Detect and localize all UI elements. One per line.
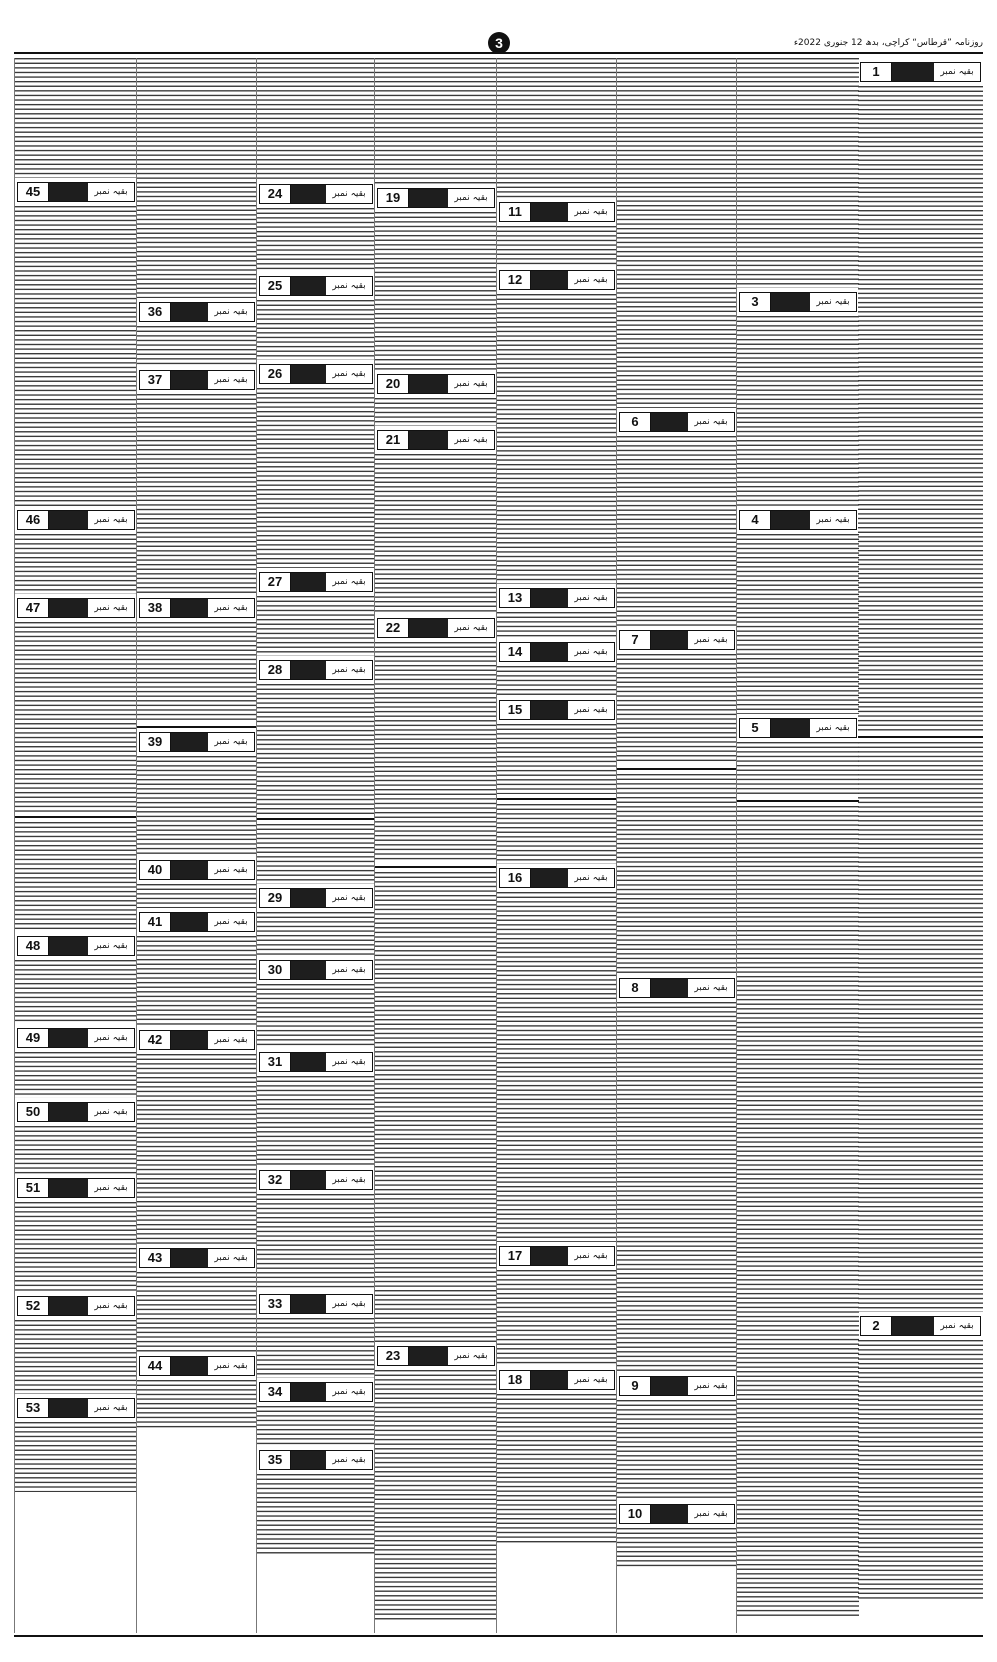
text-block: [137, 326, 257, 366]
item-number: 37: [140, 371, 171, 389]
item-header-24: [259, 184, 373, 204]
text-block: [617, 654, 737, 764]
item-label: بقیہ نمبر: [454, 622, 488, 633]
item-header-35: [259, 1450, 373, 1470]
item-number: 40: [140, 861, 171, 879]
text-block: [257, 1318, 375, 1378]
item-header-50: [17, 1102, 135, 1122]
item-label: بقیہ نمبر: [574, 704, 608, 715]
item-number: 15: [500, 701, 531, 719]
item-number: 2: [861, 1317, 892, 1335]
item-number: 14: [500, 643, 531, 661]
item-bar: [171, 1357, 208, 1375]
text-block: [257, 596, 375, 656]
item-bar: [291, 277, 326, 295]
text-block: [257, 1406, 375, 1446]
text-block: [257, 1194, 375, 1290]
text-block: [15, 206, 137, 506]
item-header-7: [619, 630, 735, 650]
item-bar: [531, 1371, 568, 1389]
text-block: [617, 774, 737, 974]
item-bar: [771, 293, 810, 311]
item-number: 24: [260, 185, 291, 203]
text-block: [137, 394, 257, 594]
item-header-6: [619, 412, 735, 432]
item-bar: [49, 937, 88, 955]
item-header-17: [499, 1246, 615, 1266]
item-label: بقیہ نمبر: [94, 1032, 128, 1043]
item-label: بقیہ نمبر: [454, 434, 488, 445]
item-bar: [291, 185, 326, 203]
column-7: [136, 58, 257, 1633]
item-number: 10: [620, 1505, 651, 1523]
item-label: بقیہ نمبر: [94, 1106, 128, 1117]
text-block: [15, 534, 137, 594]
item-header-38: [139, 598, 255, 618]
item-header-12: [499, 270, 615, 290]
text-block: [257, 58, 375, 180]
item-number: 3: [740, 293, 771, 311]
item-number: 22: [378, 619, 409, 637]
item-header-46: [17, 510, 135, 530]
divider: [15, 816, 137, 818]
item-bar: [171, 599, 208, 617]
divider: [617, 768, 737, 770]
text-block: [257, 1474, 375, 1554]
text-block: [375, 58, 497, 184]
item-label: بقیہ نمبر: [94, 940, 128, 951]
item-bar: [49, 1399, 88, 1417]
text-block: [257, 1076, 375, 1166]
item-bar: [651, 413, 688, 431]
item-number: 42: [140, 1031, 171, 1049]
item-number: 29: [260, 889, 291, 907]
text-block: [137, 756, 257, 856]
text-block: [137, 58, 257, 298]
item-number: 5: [740, 719, 771, 737]
item-bar: [651, 979, 688, 997]
item-number: 11: [500, 203, 531, 221]
text-block: [858, 742, 983, 1312]
item-bar: [531, 271, 568, 289]
text-block: [257, 984, 375, 1048]
item-bar: [409, 375, 448, 393]
column-5: [374, 58, 497, 1633]
item-header-16: [499, 868, 615, 888]
item-number: 49: [18, 1029, 49, 1047]
item-number: 7: [620, 631, 651, 649]
item-header-29: [259, 888, 373, 908]
item-label: بقیہ نمبر: [574, 592, 608, 603]
item-label: بقیہ نمبر: [332, 964, 366, 975]
item-label: بقیہ نمبر: [816, 296, 850, 307]
item-header-32: [259, 1170, 373, 1190]
item-number: 33: [260, 1295, 291, 1313]
item-bar: [409, 1347, 448, 1365]
item-header-45: [17, 182, 135, 202]
item-label: بقیہ نمبر: [214, 306, 248, 317]
item-label: بقیہ نمبر: [94, 1182, 128, 1193]
item-label: بقیہ نمبر: [694, 1380, 728, 1391]
text-block: [257, 824, 375, 884]
item-header-26: [259, 364, 373, 384]
item-label: بقیہ نمبر: [694, 416, 728, 427]
text-block: [137, 1054, 257, 1244]
item-header-14: [499, 642, 615, 662]
item-number: 53: [18, 1399, 49, 1417]
text-block: [15, 1052, 137, 1098]
item-label: بقیہ نمبر: [332, 280, 366, 291]
item-label: بقیہ نمبر: [574, 206, 608, 217]
item-label: بقیہ نمبر: [332, 1386, 366, 1397]
item-label: بقیہ نمبر: [214, 916, 248, 927]
item-label: بقیہ نمبر: [574, 646, 608, 657]
item-number: 39: [140, 733, 171, 751]
item-number: 18: [500, 1371, 531, 1389]
text-block: [617, 58, 737, 408]
text-block: [137, 622, 257, 722]
item-label: بقیہ نمبر: [332, 664, 366, 675]
item-label: بقیہ نمبر: [694, 634, 728, 645]
item-header-22: [377, 618, 495, 638]
column-8: [14, 58, 137, 1633]
newspaper-columns: [14, 58, 983, 1633]
item-header-15: [499, 700, 615, 720]
item-bar: [291, 573, 326, 591]
item-header-51: [17, 1178, 135, 1198]
item-header-10: [619, 1504, 735, 1524]
item-bar: [171, 1031, 208, 1049]
item-label: بقیہ نمبر: [574, 1374, 608, 1385]
item-bar: [291, 1171, 326, 1189]
item-header-37: [139, 370, 255, 390]
item-header-19: [377, 188, 495, 208]
item-label: بقیہ نمبر: [214, 1252, 248, 1263]
text-block: [257, 208, 375, 272]
text-block: [257, 388, 375, 568]
item-label: بقیہ نمبر: [454, 192, 488, 203]
item-header-30: [259, 960, 373, 980]
item-bar: [291, 1295, 326, 1313]
item-bar: [171, 371, 208, 389]
divider: [737, 800, 859, 802]
item-bar: [49, 1179, 88, 1197]
item-header-52: [17, 1296, 135, 1316]
text-block: [15, 1126, 137, 1174]
item-bar: [291, 1053, 326, 1071]
item-bar: [291, 1383, 326, 1401]
item-number: 41: [140, 913, 171, 931]
item-label: بقیہ نمبر: [94, 1402, 128, 1413]
item-bar: [291, 1451, 326, 1469]
item-bar: [49, 1297, 88, 1315]
item-header-34: [259, 1382, 373, 1402]
text-block: [137, 884, 257, 908]
item-header-9: [619, 1376, 735, 1396]
item-label: بقیہ نمبر: [574, 1250, 608, 1261]
item-number: 27: [260, 573, 291, 591]
item-label: بقیہ نمبر: [94, 514, 128, 525]
item-number: 36: [140, 303, 171, 321]
item-number: 47: [18, 599, 49, 617]
item-bar: [531, 203, 568, 221]
item-header-4: [739, 510, 857, 530]
item-header-28: [259, 660, 373, 680]
item-bar: [49, 1029, 88, 1047]
item-number: 21: [378, 431, 409, 449]
item-number: 17: [500, 1247, 531, 1265]
item-label: بقیہ نمبر: [214, 1034, 248, 1045]
text-block: [15, 822, 137, 932]
text-block: [737, 742, 859, 796]
item-header-42: [139, 1030, 255, 1050]
item-number: 38: [140, 599, 171, 617]
text-block: [375, 872, 497, 1342]
item-bar: [771, 511, 810, 529]
item-number: 25: [260, 277, 291, 295]
item-number: 1: [861, 63, 892, 81]
text-block: [375, 454, 497, 614]
text-block: [858, 86, 983, 732]
item-header-41: [139, 912, 255, 932]
item-header-39: [139, 732, 255, 752]
text-block: [137, 1272, 257, 1352]
item-label: بقیہ نمبر: [694, 982, 728, 993]
item-label: بقیہ نمبر: [94, 602, 128, 613]
item-header-31: [259, 1052, 373, 1072]
text-block: [257, 684, 375, 814]
item-number: 26: [260, 365, 291, 383]
item-label: بقیہ نمبر: [214, 736, 248, 747]
item-number: 9: [620, 1377, 651, 1395]
item-bar: [409, 619, 448, 637]
text-block: [617, 1528, 737, 1568]
item-header-49: [17, 1028, 135, 1048]
item-label: بقیہ نمبر: [332, 1174, 366, 1185]
item-number: 34: [260, 1383, 291, 1401]
item-header-36: [139, 302, 255, 322]
item-label: بقیہ نمبر: [332, 188, 366, 199]
item-number: 20: [378, 375, 409, 393]
item-number: 23: [378, 1347, 409, 1365]
text-block: [15, 960, 137, 1024]
item-number: 19: [378, 189, 409, 207]
text-block: [15, 1202, 137, 1292]
column-3: [616, 58, 737, 1633]
item-bar: [892, 1317, 934, 1335]
item-number: 31: [260, 1053, 291, 1071]
text-block: [617, 1002, 737, 1372]
item-label: بقیہ نمبر: [332, 368, 366, 379]
item-label: بقیہ نمبر: [694, 1508, 728, 1519]
item-header-13: [499, 588, 615, 608]
item-bar: [49, 511, 88, 529]
item-number: 12: [500, 271, 531, 289]
item-label: بقیہ نمبر: [816, 722, 850, 733]
dateline: روزنامہ ”قرطاس“ کراچی، بدھ 12 جنوری 2022ء: [793, 38, 983, 48]
text-block: [497, 892, 617, 1242]
text-block: [137, 936, 257, 1026]
item-number: 35: [260, 1451, 291, 1469]
item-bar: [291, 661, 326, 679]
footer-rule: [14, 1635, 983, 1637]
item-bar: [531, 869, 568, 887]
divider: [257, 818, 375, 820]
item-header-2: [860, 1316, 981, 1336]
item-label: بقیہ نمبر: [940, 1320, 974, 1331]
item-label: بقیہ نمبر: [214, 864, 248, 875]
text-block: [737, 534, 859, 714]
item-bar: [291, 365, 326, 383]
item-number: 13: [500, 589, 531, 607]
text-block: [497, 804, 617, 864]
item-bar: [291, 889, 326, 907]
item-label: بقیہ نمبر: [214, 374, 248, 385]
item-number: 6: [620, 413, 651, 431]
item-label: بقیہ نمبر: [332, 1056, 366, 1067]
text-block: [15, 622, 137, 812]
item-label: بقیہ نمبر: [332, 576, 366, 587]
item-bar: [651, 631, 688, 649]
item-number: 30: [260, 961, 291, 979]
item-header-3: [739, 292, 857, 312]
item-bar: [892, 63, 934, 81]
item-header-23: [377, 1346, 495, 1366]
text-block: [497, 58, 617, 198]
text-block: [497, 1394, 617, 1544]
item-header-53: [17, 1398, 135, 1418]
item-bar: [49, 599, 88, 617]
divider: [497, 798, 617, 800]
text-block: [617, 1400, 737, 1500]
item-number: 48: [18, 937, 49, 955]
text-block: [257, 300, 375, 360]
divider: [137, 726, 257, 728]
item-number: 46: [18, 511, 49, 529]
item-bar: [171, 303, 208, 321]
column-2: [736, 58, 859, 1633]
item-label: بقیہ نمبر: [332, 1454, 366, 1465]
item-label: بقیہ نمبر: [332, 892, 366, 903]
item-label: بقیہ نمبر: [94, 1300, 128, 1311]
item-label: بقیہ نمبر: [940, 66, 974, 77]
text-block: [497, 724, 617, 794]
item-bar: [409, 189, 448, 207]
item-label: بقیہ نمبر: [574, 274, 608, 285]
text-block: [497, 612, 617, 638]
item-number: 8: [620, 979, 651, 997]
text-block: [15, 58, 137, 178]
item-number: 50: [18, 1103, 49, 1121]
item-bar: [531, 701, 568, 719]
text-block: [375, 1370, 497, 1620]
text-block: [617, 436, 737, 626]
item-label: بقیہ نمبر: [214, 602, 248, 613]
page-number: 3: [488, 32, 510, 54]
item-bar: [651, 1377, 688, 1395]
item-header-11: [499, 202, 615, 222]
item-header-44: [139, 1356, 255, 1376]
text-block: [497, 226, 617, 266]
item-label: بقیہ نمبر: [454, 378, 488, 389]
text-block: [375, 398, 497, 426]
item-number: 4: [740, 511, 771, 529]
item-header-21: [377, 430, 495, 450]
text-block: [858, 1340, 983, 1600]
item-bar: [531, 1247, 568, 1265]
column-4: [496, 58, 617, 1633]
text-block: [257, 912, 375, 956]
item-label: بقیہ نمبر: [454, 1350, 488, 1361]
text-block: [737, 316, 859, 506]
item-header-40: [139, 860, 255, 880]
text-block: [497, 1270, 617, 1366]
item-header-47: [17, 598, 135, 618]
item-bar: [651, 1505, 688, 1523]
item-header-25: [259, 276, 373, 296]
item-header-5: [739, 718, 857, 738]
item-bar: [49, 183, 88, 201]
text-block: [375, 212, 497, 370]
item-label: بقیہ نمبر: [332, 1298, 366, 1309]
item-bar: [531, 589, 568, 607]
text-block: [737, 58, 859, 288]
item-bar: [171, 733, 208, 751]
divider: [375, 866, 497, 868]
item-number: 16: [500, 869, 531, 887]
item-number: 32: [260, 1171, 291, 1189]
item-number: 44: [140, 1357, 171, 1375]
item-header-43: [139, 1248, 255, 1268]
item-bar: [771, 719, 810, 737]
item-bar: [171, 1249, 208, 1267]
item-bar: [171, 861, 208, 879]
item-header-48: [17, 936, 135, 956]
item-number: 45: [18, 183, 49, 201]
item-bar: [409, 431, 448, 449]
column-1: [858, 58, 983, 1633]
text-block: [497, 666, 617, 696]
item-bar: [49, 1103, 88, 1121]
item-label: بقیہ نمبر: [816, 514, 850, 525]
item-label: بقیہ نمبر: [214, 1360, 248, 1371]
item-bar: [171, 913, 208, 931]
divider: [858, 736, 983, 738]
text-block: [737, 806, 859, 1616]
item-header-1: [860, 62, 981, 82]
text-block: [375, 642, 497, 862]
text-block: [15, 1422, 137, 1492]
item-header-8: [619, 978, 735, 998]
item-header-20: [377, 374, 495, 394]
item-label: بقیہ نمبر: [94, 186, 128, 197]
item-number: 28: [260, 661, 291, 679]
item-label: بقیہ نمبر: [574, 872, 608, 883]
text-block: [497, 294, 617, 584]
item-header-18: [499, 1370, 615, 1390]
item-header-33: [259, 1294, 373, 1314]
item-number: 51: [18, 1179, 49, 1197]
item-header-27: [259, 572, 373, 592]
column-6: [256, 58, 375, 1633]
item-bar: [531, 643, 568, 661]
item-number: 52: [18, 1297, 49, 1315]
item-bar: [291, 961, 326, 979]
text-block: [137, 1380, 257, 1430]
text-block: [15, 1320, 137, 1394]
item-number: 43: [140, 1249, 171, 1267]
